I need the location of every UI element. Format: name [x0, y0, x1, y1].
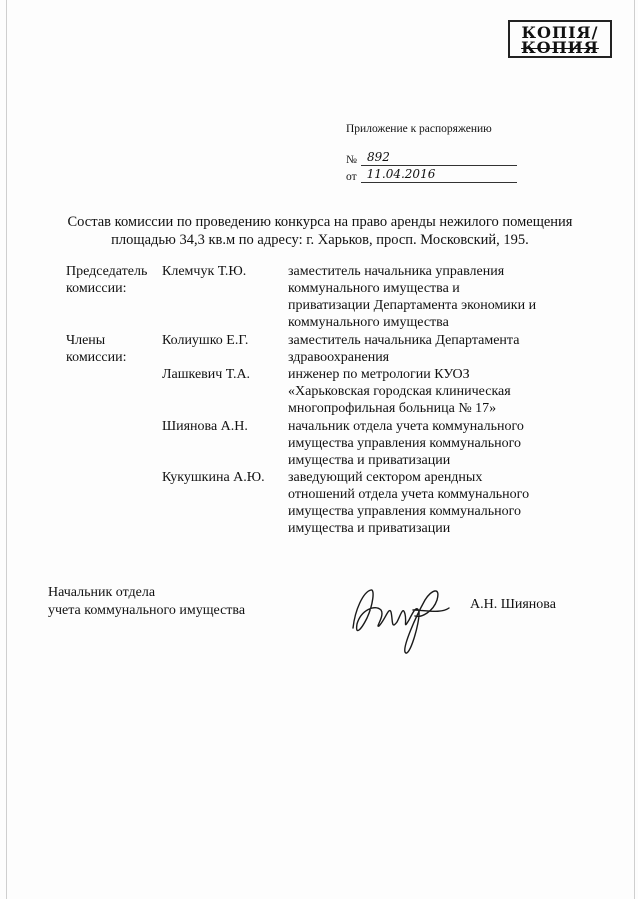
member-description [288, 418, 578, 469]
date-label: от [346, 171, 357, 183]
table-row [66, 469, 576, 539]
description-line: имущества и приватизации [288, 453, 451, 468]
member-name: Колиушко Е.Г. [162, 333, 249, 348]
role-line: Председатель [66, 264, 148, 279]
description-line: коммунального имущества и [288, 281, 460, 296]
signer-position [48, 584, 245, 620]
description-line: имущества управления коммунального [288, 504, 522, 519]
position-line: учета коммунального имущества [48, 603, 246, 618]
member-role [66, 263, 161, 297]
member-description [288, 469, 578, 537]
order-number-row [346, 151, 517, 166]
description-line: имущества и приватизации [288, 521, 451, 536]
title-line-1: Состав комиссии по проведению конкурса на право аренды нежилого помещения [67, 214, 573, 230]
description-line: имущества управления коммунального [288, 436, 522, 451]
role-line: Члены [66, 333, 106, 348]
member-name: Кукушкина А.Ю. [162, 470, 265, 485]
order-date-handwritten: 11.04.2016 [361, 168, 517, 183]
commission-table [66, 263, 576, 539]
description-line: отношений отдела учета коммунального [288, 487, 530, 502]
description-line: коммунального имущества [288, 315, 449, 330]
member-name: Лашкевич Т.А. [162, 367, 251, 382]
scan-edge-line [6, 0, 7, 899]
appendix-caption: Приложение к распоряжению [346, 123, 492, 135]
handwritten-signature [345, 570, 455, 665]
order-number-handwritten: 892 [361, 151, 517, 166]
description-line: здравоохранения [288, 350, 390, 365]
member-description [288, 263, 578, 331]
position-line: Начальник отдела [48, 585, 156, 600]
order-date-row [346, 168, 517, 183]
description-line: заведующий сектором арендных [288, 470, 483, 485]
table-row [66, 418, 576, 469]
member-name: Клемчук Т.Ю. [162, 264, 247, 279]
number-label: № [346, 154, 357, 166]
description-line: заместитель начальника управления [288, 264, 505, 279]
member-description [288, 332, 578, 366]
description-line: инженер по метрологии КУОЗ [288, 367, 470, 382]
copy-stamp [508, 20, 612, 58]
document-title [40, 213, 600, 249]
stamp-line-1: КОПІЯ/ [521, 23, 599, 42]
table-row [66, 366, 576, 418]
signer-name: А.Н. Шиянова [470, 597, 556, 612]
role-line: комиссии: [66, 281, 127, 296]
member-role [66, 332, 161, 366]
stamp-line-2: КОПИЯ [521, 38, 599, 57]
title-line-2: площадью 34,3 кв.м по адресу: г. Харьков, просп. Московский, 195. [111, 232, 529, 248]
description-line: начальник отдела учета коммунального [288, 419, 524, 434]
role-line: комиссии: [66, 350, 127, 365]
member-description [288, 366, 578, 417]
table-row [66, 263, 576, 332]
table-row [66, 332, 576, 366]
description-line: заместитель начальника Департамента [288, 333, 520, 348]
description-line: «Харьковская городская клиническая [288, 384, 511, 399]
member-name: Шиянова А.Н. [162, 419, 248, 434]
scan-edge-line [634, 0, 635, 899]
description-line: многопрофильная больница № 17» [288, 401, 497, 416]
description-line: приватизации Департамента экономики и [288, 298, 537, 313]
